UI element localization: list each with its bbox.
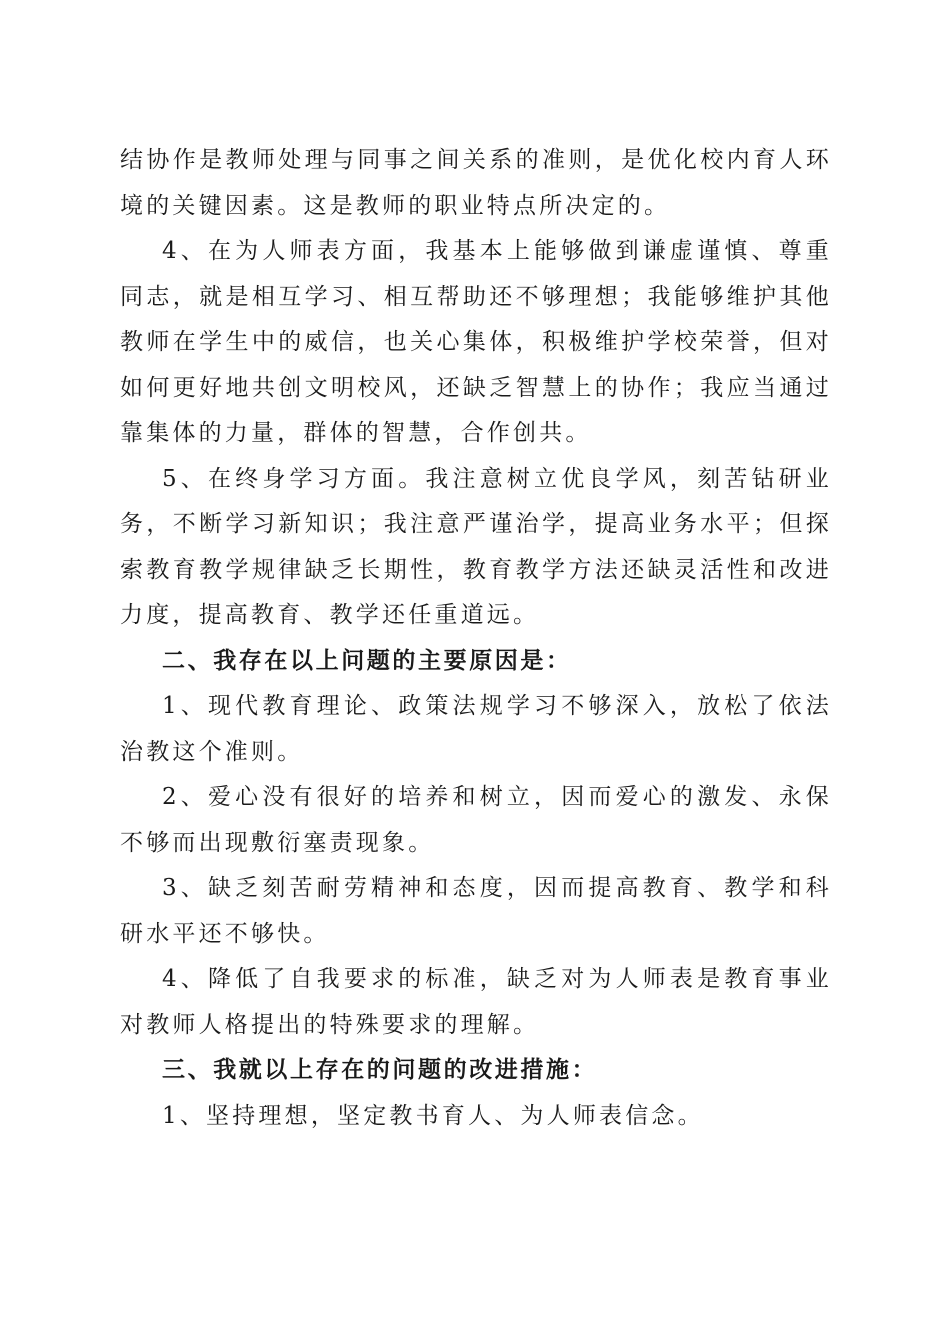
paragraph-reason-2: 2、爱心没有很好的培养和树立，因而爱心的激发、永保不够而出现敷衍塞责现象。: [120, 784, 832, 856]
section-heading-measures: 三、我就以上存在的问题的改进措施：: [162, 1057, 598, 1083]
paragraph-item-4: 4、在为人师表方面，我基本上能够做到谦虚谨慎、尊重同志，就是相互学习、相互帮助还不够理想；我能够维护其他教师在学生中的威信，也关心集体，积极维护学校荣誉，但对如何更好地共创文明校风，还缺乏智慧上的协作；我应当通过靠集体的力量，群体的智慧，合作创共。: [120, 238, 832, 446]
paragraph-continuation: 结协作是教师处理与同事之间关系的准则，是优化校内育人环境的关键因素。这是教师的职业特点所决定的。: [120, 147, 832, 219]
paragraph-reason-3: 3、缺乏刻苦耐劳精神和态度，因而提高教育、教学和科研水平还不够快。: [120, 875, 832, 947]
paragraph-reason-4: 4、降低了自我要求的标准，缺乏对为人师表是教育事业对教师人格提出的特殊要求的理解。: [120, 966, 832, 1038]
paragraph-measure-1: 1、坚持理想，坚定教书育人、为人师表信念。: [162, 1102, 704, 1129]
section-heading-reasons: 二、我存在以上问题的主要原因是：: [162, 647, 572, 674]
document-body: [120, 138, 832, 1139]
paragraph-item-5: 5、在终身学习方面。我注意树立优良学风，刻苦钻研业务，不断学习新知识；我注意严谨治学，提高业务水平；但探索教育教学规律缺乏长期性，教育教学方法还缺灵活性和改进力度，提高教育、教学还任重道远。: [120, 465, 832, 628]
paragraph-reason-1: 1、现代教育理论、政策法规学习不够深入，放松了依法治教这个准则。: [120, 693, 832, 765]
